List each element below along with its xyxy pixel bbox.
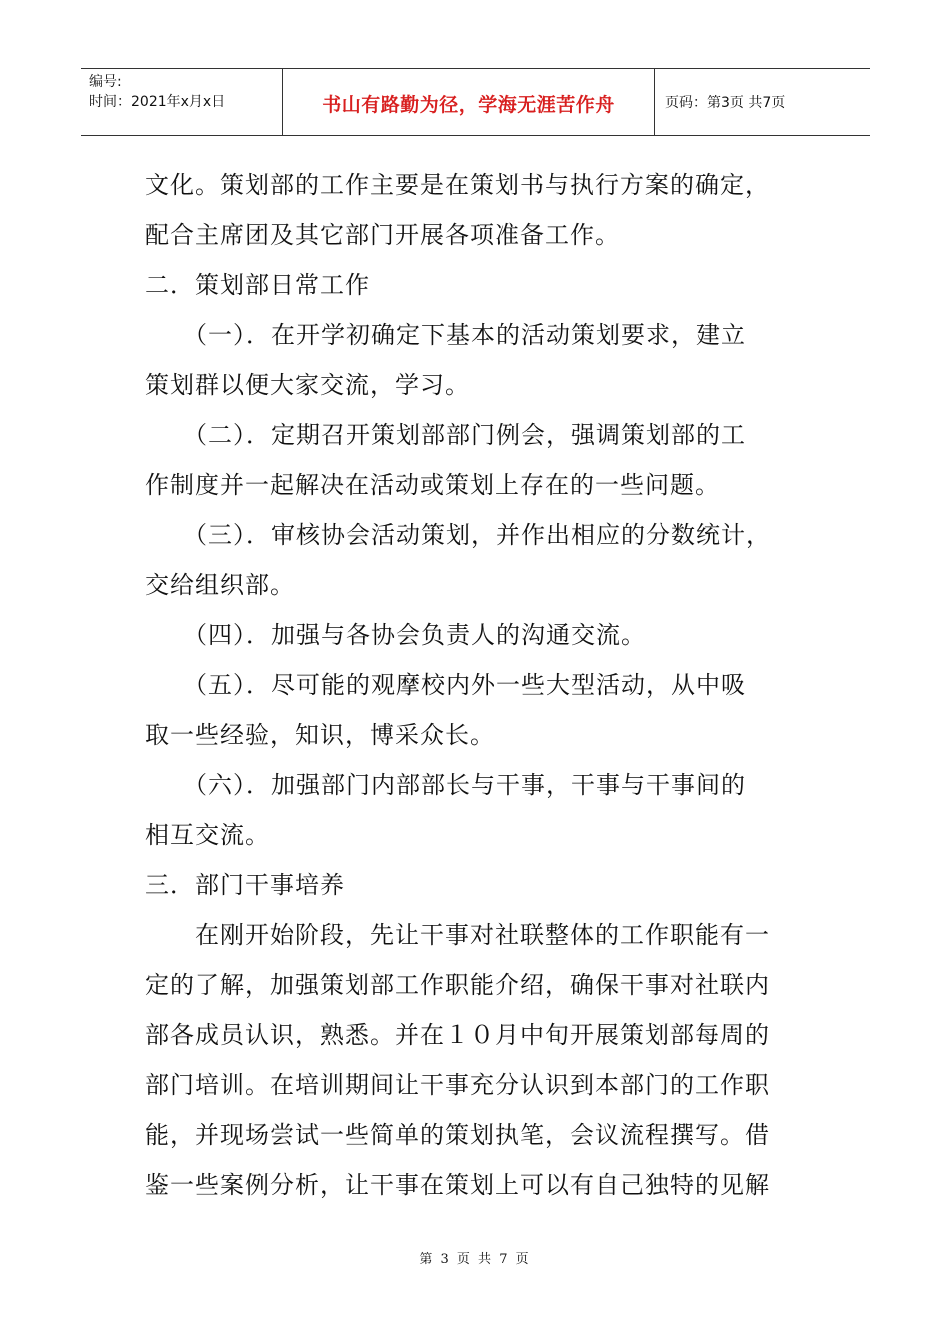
body-line: 取一些经验，知识，博采众长。 [145,721,495,749]
page-footer: 第 3 页 共 7 页 [419,1252,531,1267]
section-heading: 二．策划部日常工作 [145,271,370,299]
body-line: 能，并现场尝试一些简单的策划执笔，会议流程撰写。借 [145,1121,770,1149]
body-line: （六）．加强部门内部部长与干事，干事与干事间的 [145,771,746,799]
header-page-info: 页码：第3页 共7页 [665,95,786,111]
body-line: 部各成员认识，熟悉。并在１０月中旬开展策划部每周的 [145,1021,770,1049]
header-table [81,68,870,136]
document-body [145,160,815,1210]
body-line: （三）．审核协会活动策划，并作出相应的分数统计， [145,521,771,549]
section-heading: 三．部门干事培养 [145,871,345,899]
header-motto: 书山有路勤为径，学海无涯苦作舟 [322,93,615,116]
body-line: 策划群以便大家交流，学习。 [145,371,470,399]
body-line: （四）．加强与各协会负责人的沟通交流。 [145,621,646,649]
body-line: 在刚开始阶段，先让干事对社联整体的工作职能有一 [145,921,770,949]
header-meta-cell [81,69,283,135]
body-line: （一）．在开学初确定下基本的活动策划要求，建立 [145,321,746,349]
body-line: 作制度并一起解决在活动或策划上存在的一些问题。 [145,471,720,499]
body-line: 交给组织部。 [145,571,295,599]
body-line: 鉴一些案例分析，让干事在策划上可以有自己独特的见解 [145,1171,770,1199]
body-line: 配合主席团及其它部门开展各项准备工作。 [145,221,620,249]
body-line: 相互交流。 [145,821,270,849]
body-line: （二）．定期召开策划部部门例会，强调策划部的工 [145,421,746,449]
body-line: （五）．尽可能的观摩校内外一些大型活动，从中吸 [145,671,746,699]
document-number-label: 编号: [89,74,122,90]
header-motto-cell [283,69,655,135]
body-line: 文化。策划部的工作主要是在策划书与执行方案的确定， [145,171,770,199]
document-date-label: 时间：2021年x月x日 [89,94,226,110]
body-line: 定的了解，加强策划部工作职能介绍，确保干事对社联内 [145,971,770,999]
body-line: 部门培训。在培训期间让干事充分认识到本部门的工作职 [145,1071,770,1099]
header-page-cell [655,69,870,135]
